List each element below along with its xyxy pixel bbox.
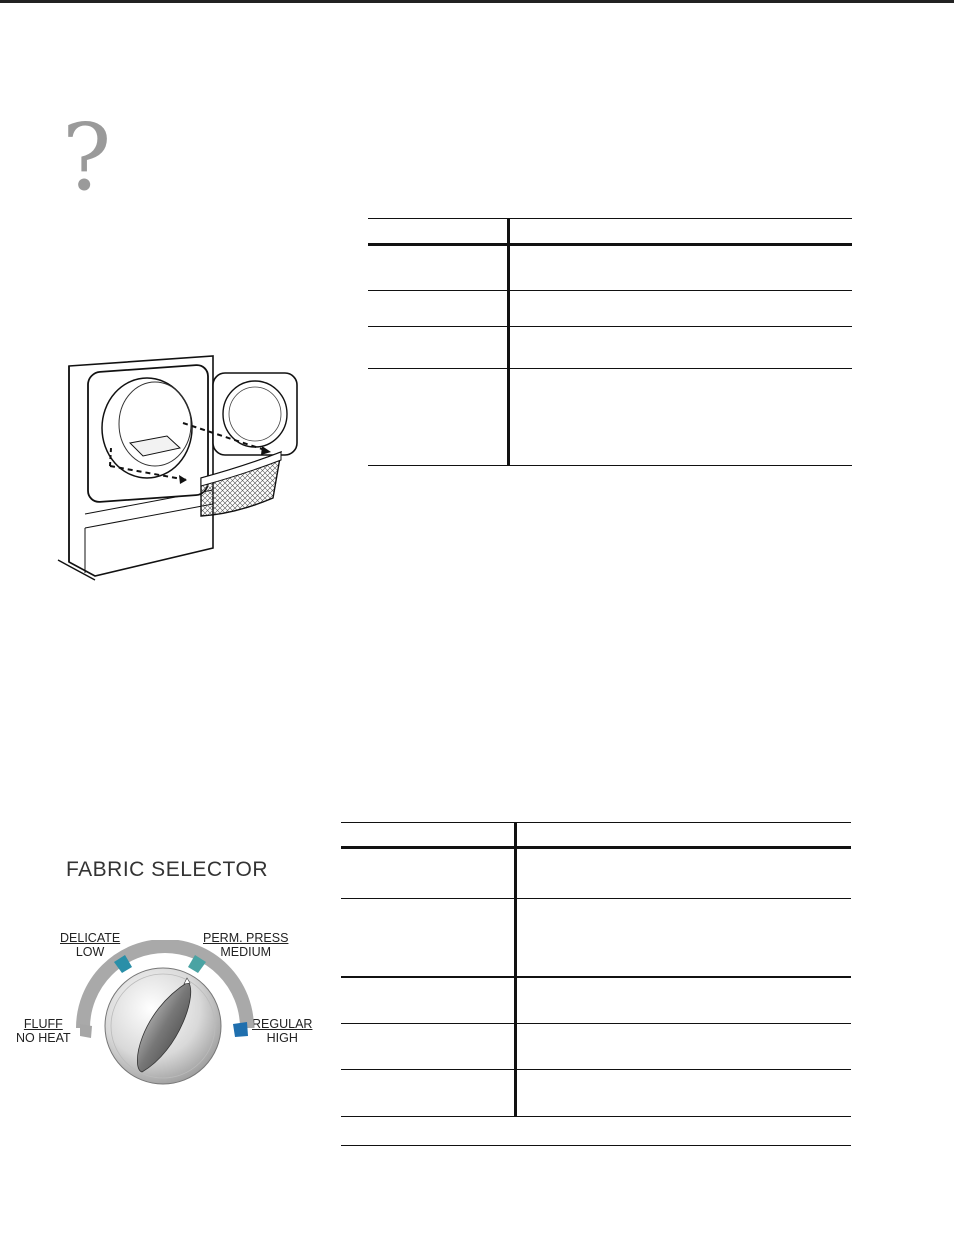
dial-label-fluff: FLUFF NO HEAT <box>16 1017 71 1045</box>
dial-label-regular: REGULAR HIGH <box>252 1017 313 1045</box>
top-rule <box>0 0 954 3</box>
fluff-indicator <box>80 1024 92 1038</box>
fabric-selector-title: FABRIC SELECTOR <box>66 858 268 881</box>
dial-label-perm-press: PERM. PRESS MEDIUM <box>203 931 289 959</box>
selector-knob-icon[interactable] <box>70 940 260 1090</box>
regular-indicator <box>233 1022 248 1037</box>
dial-label-delicate: DELICATE LOW <box>60 931 121 959</box>
question-mark-icon: ? <box>62 104 112 211</box>
dryer-open-door-illustration-icon <box>55 348 315 583</box>
